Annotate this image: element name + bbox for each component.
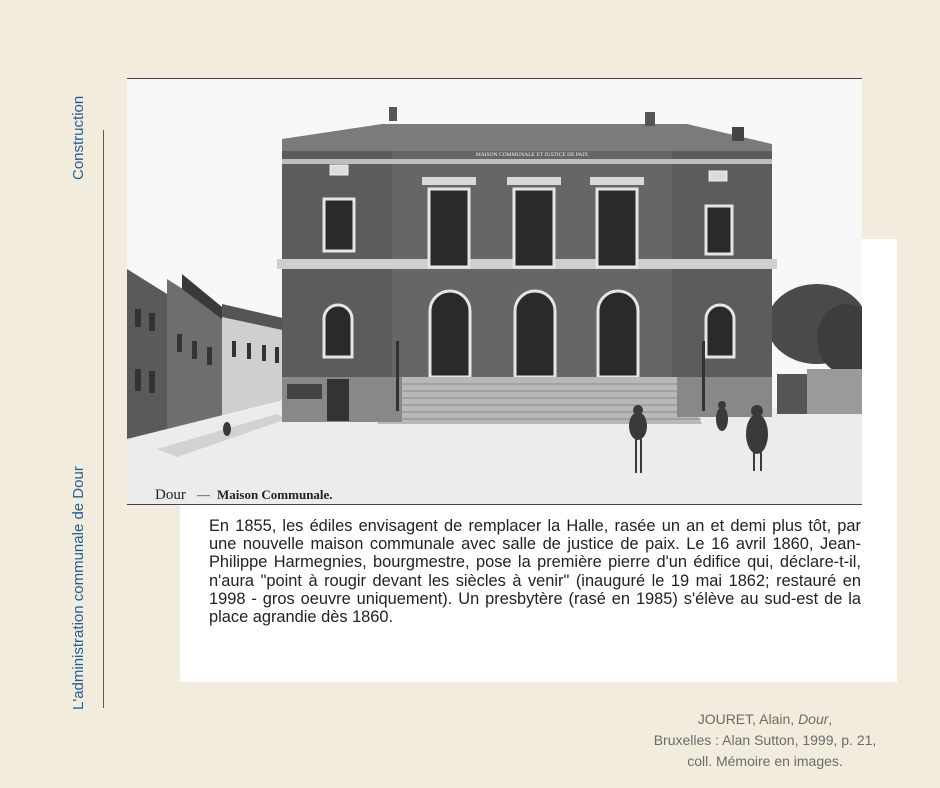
historic-photo-maison-communale [127, 78, 862, 505]
town-hall-illustration [127, 79, 862, 505]
photo-caption-title: Maison Communale. [217, 487, 333, 502]
credit-line-2: Bruxelles : Alan Sutton, 1999, p. 21, [653, 732, 877, 748]
credit-author: JOURET, Alain, [697, 711, 799, 727]
section-label-construction: Construction [70, 95, 87, 180]
credit-title-suffix: , [828, 711, 833, 727]
section-label-administration: L'administration communale de Dour [70, 466, 87, 710]
credit-title: Dour [798, 711, 829, 727]
history-paragraph: En 1855, les édiles envisagent de remplacer la Halle, rasée un an et demi plus tôt, par une nouvelle maison communale avec salle de justice de paix. Le 16 avril 1860, Jean-Philippe Harmegnies, bourgmestre, pose la première pierre d'un édifice qui, déclare-t-il, n'aura "point à rougir devant les siècles à venir" (inauguré le 19 mai 1862; restauré en 1998 - gros oeuvre uniquement). Un presbytère (rasé en 1985) s'élève au sud-est de la place agrandie dès 1860. [209, 517, 861, 627]
credit-line-1 [610, 709, 920, 730]
sidebar-divider [103, 130, 104, 708]
photo-caption-place: Dour [155, 487, 186, 503]
credit-line-3: coll. Mémoire en images. [687, 753, 843, 769]
facade-inscription: MAISON COMMUNALE ET JUSTICE DE PAIX [475, 152, 589, 158]
photo-caption-dash: — [197, 487, 210, 502]
bibliographic-credit [610, 709, 920, 772]
